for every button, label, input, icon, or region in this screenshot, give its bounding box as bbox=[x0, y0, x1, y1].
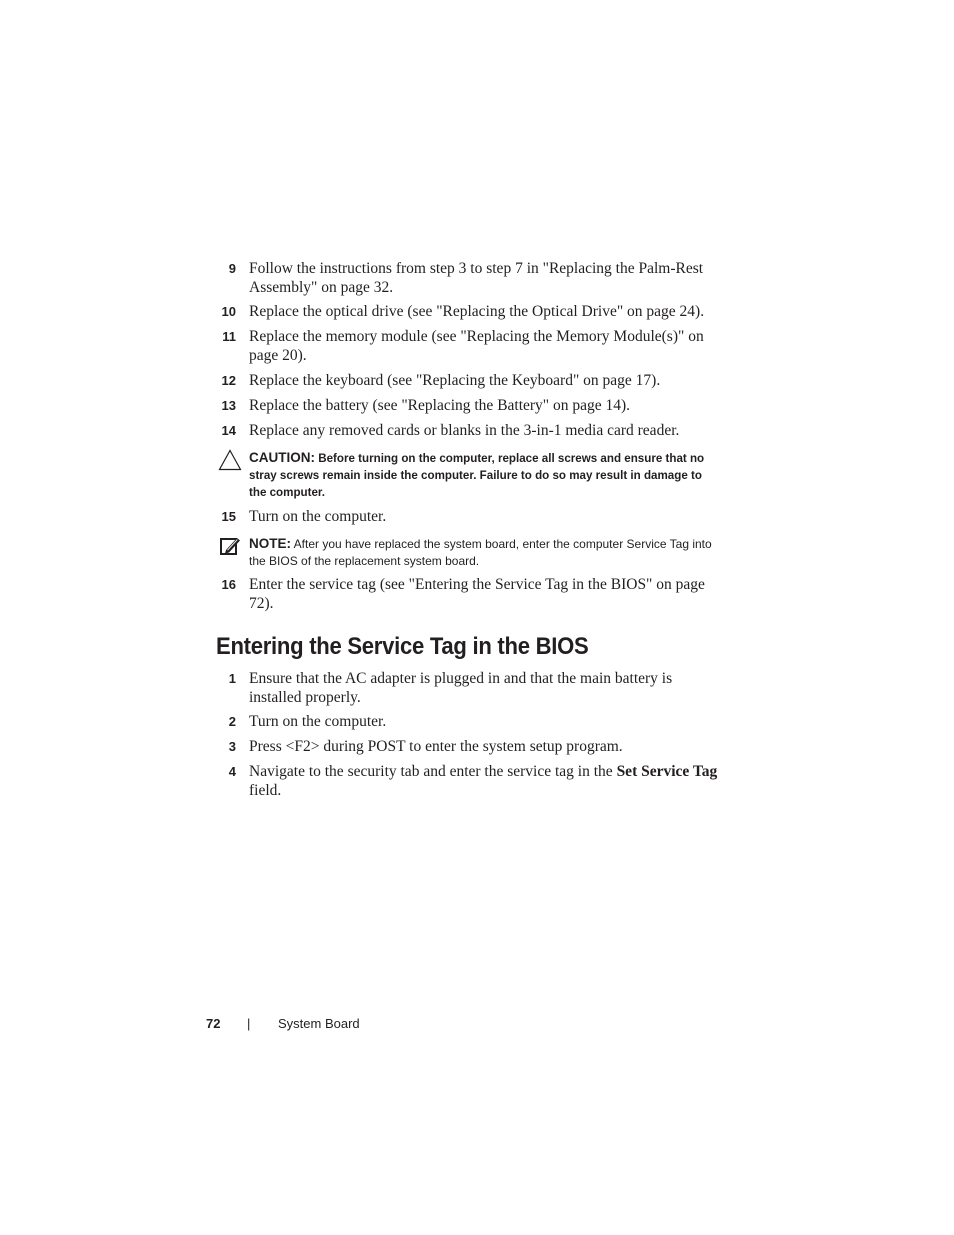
step-number: 4 bbox=[228, 764, 236, 779]
step-text: Replace the battery (see "Replacing the Battery" on page 14). bbox=[249, 397, 631, 414]
step-number: 15 bbox=[221, 509, 236, 524]
footer-chapter-title: System Board bbox=[278, 1016, 360, 1031]
step-text: Follow the instructions from step 3 to step 7 in "Replacing the Palm-Rest Assembly" on page 32. bbox=[249, 260, 704, 296]
step-number: 12 bbox=[221, 373, 236, 388]
step-number: 2 bbox=[228, 714, 236, 729]
step-number: 11 bbox=[222, 329, 236, 344]
step-text-before: Navigate to the security tab and enter the service tag in the bbox=[249, 763, 617, 780]
step-number: 3 bbox=[228, 739, 236, 754]
step-text: Turn on the computer. bbox=[249, 713, 387, 730]
step-number: 16 bbox=[221, 577, 236, 592]
step-text: Press <F2> during POST to enter the system setup program. bbox=[249, 738, 623, 755]
note-body bbox=[249, 535, 717, 570]
step-text: Turn on the computer. bbox=[249, 508, 387, 525]
caution-text: Before turning on the computer, replace all screws and ensure that no stray screws remain inside the computer. Failure to do so may result in damage to the computer. bbox=[249, 452, 705, 499]
step-text: Ensure that the AC adapter is plugged in and that the main battery is installed properly. bbox=[249, 670, 673, 706]
caution-body bbox=[249, 449, 717, 501]
step-text: Replace the optical drive (see "Replacing the Optical Drive" on page 24). bbox=[249, 303, 705, 320]
step-text: Replace the memory module (see "Replacing the Memory Module(s)" on page 20). bbox=[249, 328, 704, 364]
step-text-after: field. bbox=[249, 782, 282, 799]
step-text: Replace any removed cards or blanks in the 3-in-1 media card reader. bbox=[249, 422, 680, 439]
step-text: Enter the service tag (see "Entering the Service Tag in the BIOS" on page 72). bbox=[249, 576, 705, 612]
step-number: 9 bbox=[228, 261, 236, 276]
section-heading: Entering the Service Tag in the BIOS bbox=[216, 633, 589, 660]
caution-label: CAUTION: bbox=[249, 450, 315, 465]
step-number: 1 bbox=[228, 671, 236, 686]
note-pencil-icon bbox=[218, 535, 242, 557]
step-text: Replace the keyboard (see "Replacing the Keyboard" on page 17). bbox=[249, 372, 661, 389]
step-number: 13 bbox=[221, 398, 236, 413]
step-number: 10 bbox=[221, 304, 236, 319]
step-text bbox=[249, 762, 719, 800]
note-text: After you have replaced the system board, enter the computer Service Tag into the BIOS of the replacement system board. bbox=[249, 537, 712, 568]
step-number: 14 bbox=[221, 423, 236, 438]
note-label: NOTE: bbox=[249, 536, 291, 551]
page-number: 72 bbox=[206, 1016, 221, 1031]
footer-separator: | bbox=[247, 1016, 251, 1031]
caution-triangle-icon bbox=[218, 449, 242, 471]
set-service-tag-field-name: Set Service Tag bbox=[616, 763, 718, 780]
